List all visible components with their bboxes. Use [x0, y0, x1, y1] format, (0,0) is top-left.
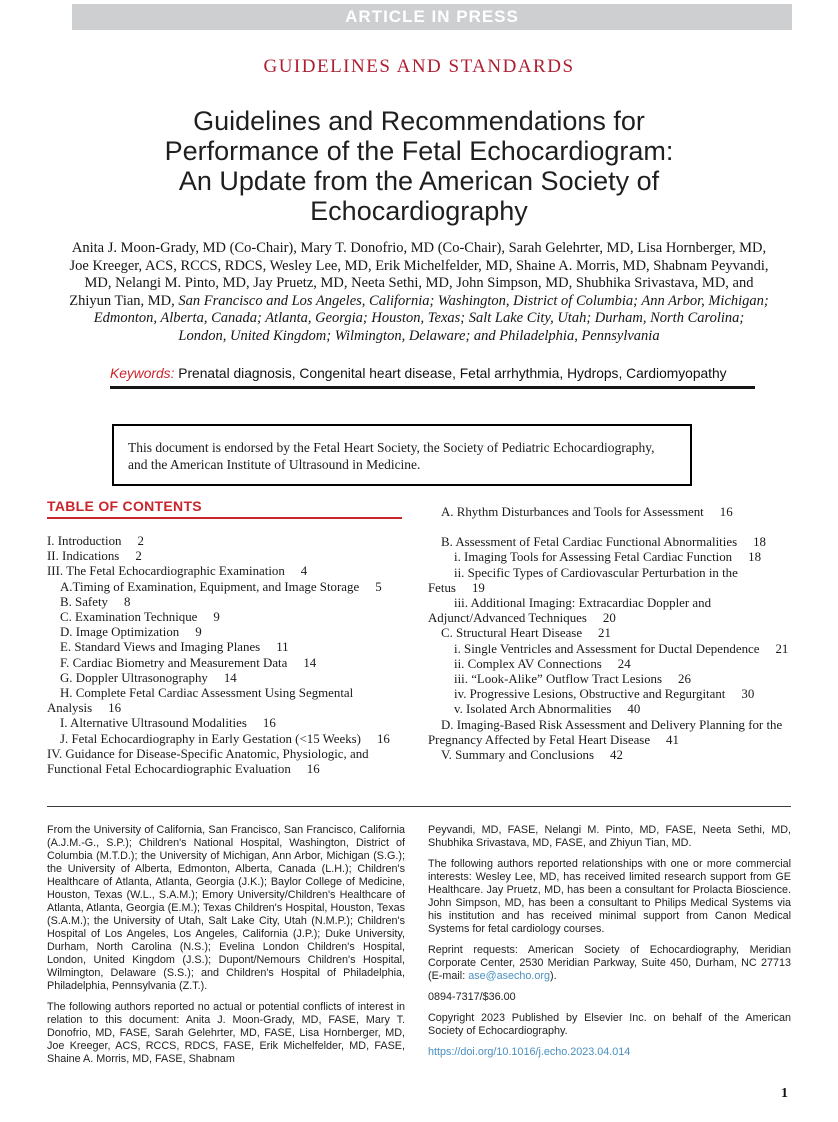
doi-paragraph	[428, 1046, 791, 1059]
toc-page-number: 24	[617, 656, 631, 671]
copyright-notice: Copyright 2023 Published by Elsevier Inc. on behalf of the American Society of Echocardiography.	[428, 1012, 791, 1037]
toc-heading: TABLE OF CONTENTS	[47, 498, 402, 519]
toc-page-number: 16	[306, 762, 320, 777]
toc-entry	[47, 732, 405, 747]
toc-entry	[428, 505, 791, 520]
toc-entry-title: A. Rhythm Disturbances and Tools for Assessment	[441, 505, 704, 519]
doi-link[interactable]: https://doi.org/10.1016/j.echo.2023.04.014	[428, 1046, 631, 1058]
toc-entry-title: I. Alternative Ultrasound Modalities	[60, 716, 247, 731]
toc-page-number: 2	[137, 534, 144, 548]
toc-entry-title: B. Safety	[60, 594, 108, 609]
toc-entry	[47, 716, 405, 731]
toc-page-number: 21	[775, 641, 789, 656]
title-line-3: An Update from the American Society of	[178, 166, 660, 196]
footnotes-left-column	[47, 824, 405, 1074]
keywords-text: Prenatal diagnosis, Congenital heart disease, Fetal arrhythmia, Hydrops, Cardiomyopathy	[174, 366, 727, 381]
toc-entry-title: I. Introduction	[47, 534, 122, 548]
toc-entry	[47, 640, 405, 655]
toc-entry	[47, 610, 405, 625]
toc-entry	[428, 702, 791, 717]
toc-entry-title: ii. Complex AV Connections	[454, 656, 602, 671]
reprint-requests-paragraph	[428, 944, 791, 983]
toc-entry-title: D. Image Optimization	[60, 625, 180, 640]
author-names: Anita J. Moon-Grady, MD (Co-Chair), Mary T. Donofrio, MD (Co-Chair), Sarah Gelehrter, MD, Lisa Hornberger, MD, Joe Kreeger, ACS, RCCS, RDCS, Wesley Lee, MD, Erik Michelfelder, MD, Shaine A. Morris, MD, Shabnam Peyvandi, MD, Nelangi M. Pinto, MD, Jay Pruetz, MD, Neeta Sethi, MD, John Simpson, MD, Shubhika Srivastava, MD, and Zhiyun Tian, MD,	[69, 240, 769, 309]
page-number: 1	[781, 1086, 788, 1101]
toc-entry	[428, 535, 791, 550]
toc-page-number: 19	[471, 580, 485, 595]
toc-entry	[428, 642, 791, 657]
toc-entry	[47, 671, 405, 686]
toc-entry	[428, 550, 791, 565]
endorsement-text: This document is endorsed by the Fetal Heart Society, the Society of Pediatric Echocardiography, and the American Institute of Ultrasound in Medicine.	[128, 440, 655, 472]
keywords-line	[110, 366, 755, 389]
footnotes-right-column	[428, 824, 791, 1067]
toc-entry	[47, 625, 405, 640]
toc-entry-title: C. Examination Technique	[60, 610, 198, 625]
toc-page-number: 42	[610, 748, 623, 763]
toc-entry-title: C. Structural Heart Disease	[441, 626, 583, 641]
toc-entry-title: F. Cardiac Biometry and Measurement Data	[60, 655, 288, 670]
toc-entry-title: J. Fetal Echocardiography in Early Gestation (<15 Weeks)	[60, 731, 361, 746]
reprint-text-after: ).	[550, 970, 557, 982]
toc-entry	[47, 549, 405, 564]
toc-page-number: 9	[195, 625, 202, 640]
toc-page-number: 9	[213, 610, 220, 625]
toc-entry-title: II. Indications	[47, 549, 120, 564]
toc-page-number: 20	[602, 611, 616, 626]
toc-entry-title: ii. Specific Types of Cardiovascular Perturbation in the Fetus	[428, 565, 738, 595]
reprint-text: Reprint requests: American Society of Echocardiography, Meridian Corporate Center, 2530 Meridian Parkway, Suite 450, Durham, NC 27713 (E-mail:	[428, 944, 791, 982]
issn-price: 0894-7317/$36.00	[428, 991, 516, 1003]
toc-page-number: 16	[108, 701, 122, 716]
toc-entry	[428, 566, 791, 596]
toc-entry-title: iii. Additional Imaging: Extracardiac Doppler and Adjunct/Advanced Techniques	[428, 596, 712, 626]
toc-page-number: 16	[719, 505, 733, 519]
keywords-label: Keywords:	[110, 366, 175, 381]
article-in-press-label: ARTICLE IN PRESS	[345, 7, 519, 26]
toc-page-number: 18	[753, 535, 766, 550]
toc-entry-title: A.Timing of Examination, Equipment, and Image Storage	[60, 579, 360, 594]
toc-entry	[47, 686, 405, 716]
title-line-4: Echocardiography	[310, 196, 528, 226]
toc-entry-title: G. Doppler Ultrasonography	[60, 670, 208, 685]
title-line-1: Guidelines and Recommendations for	[193, 106, 645, 136]
toc-entry	[428, 596, 791, 626]
toc-page-number: 41	[666, 732, 679, 747]
toc-entry	[47, 747, 405, 777]
toc-page-number: 5	[375, 579, 382, 594]
title-line-2: Performance of the Fetal Echocardiogram:	[164, 136, 674, 166]
article-title	[0, 106, 838, 226]
toc-entry	[47, 656, 405, 671]
toc-page-number: 16	[262, 716, 276, 731]
toc-entry	[47, 564, 405, 579]
author-locations: San Francisco and Los Angeles, California; Washington, District of Columbia; Ann Arbor, Michigan; Edmonton, Alberta, Canada; Atlanta, Georgia; Houston, Texas; Salt Lake City, Utah; Durham, North Carolina; London, United Kingdom; Wilmington, Delaware; and Philadelphia, Pennsylvania	[93, 292, 769, 344]
toc-entry	[47, 595, 405, 610]
toc-entry	[428, 626, 791, 641]
toc-entry-title: iii. “Look-Alike” Outflow Tract Lesions	[454, 672, 663, 687]
article-in-press-banner	[72, 4, 792, 30]
toc-entry	[428, 657, 791, 672]
toc-spacer	[428, 520, 791, 535]
author-list	[69, 240, 769, 345]
footnote-paragraph: From the University of California, San Francisco, San Francisco, California (A.J.M.-G., S.P.); Children's National Hospital, Washington, District of Columbia (M.T.D.); the University of Michigan, Ann Arbor, Michigan (S.G.); the University of Alberta, Edmonton, Alberta, Canada (L.H.); Children's Healthcare of Atlanta, Atlanta, Georgia (J.K.); Baylor College of Medicine, Houston, Texas (W.L., S.A.M.); Emory University/Children's Healthcare of Atlanta, Atlanta, Georgia (E.M.); Texas Children's Hospital, Houston, Texas (S.A.M.); the University of Utah, Salt Lake City, Utah (N.M.P.); Children's Hospital of Los Angeles, Los Angeles, California (J.P.); Duke University, Durham, North Carolina (N.S.); Evelina London Children's Hospital, London, United Kingdom (J.S.); Dupont/Nemours Children's Hospital, Wilmington, Delaware (S.S.); and Children's Hospital of Philadelphia, Philadelphia, Pennsylvania (Z.T.).	[47, 824, 405, 992]
toc-entry-title: III. The Fetal Echocardiographic Examination	[47, 564, 285, 579]
toc-entry-title: D. Imaging-Based Risk Assessment and Delivery Planning for the Pregnancy Affected by Fetal Heart Disease	[428, 717, 783, 747]
toc-entry-title: V. Summary and Conclusions	[441, 748, 595, 763]
toc-entry	[428, 748, 791, 763]
toc-entry	[428, 687, 791, 702]
toc-entry-title: H. Complete Fetal Cardiac Assessment Using Segmental Analysis	[47, 686, 354, 716]
toc-entry-title: i. Imaging Tools for Assessing Fetal Cardiac Function	[454, 550, 733, 565]
toc-entry-title: iv. Progressive Lesions, Obstructive and Regurgitant	[454, 687, 726, 702]
toc-page-number: 14	[303, 655, 317, 670]
toc-entry	[428, 718, 791, 748]
toc-left-column	[47, 498, 405, 777]
toc-entry-title: i. Single Ventricles and Assessment for Ductal Dependence	[454, 641, 760, 656]
footnote-paragraph: The following authors reported no actual or potential conflicts of interest in relation to this document: Anita J. Moon-Grady, MD, FASE, Mary T. Donofrio, MD, FASE, Sarah Gelehrter, MD, FASE, Lisa Hornberger, MD, Joe Kreeger, ACS, RCCS, RDCS, FASE, Erik Michelfelder, MD, FASE, Shaine A. Morris, MD, FASE, Shabnam	[47, 1001, 405, 1065]
toc-page-number: 26	[678, 672, 691, 687]
section-heading: GUIDELINES AND STANDARDS	[263, 56, 575, 77]
toc-page-number: 2	[135, 549, 142, 564]
table-of-contents	[47, 498, 791, 798]
toc-entry	[47, 534, 405, 549]
toc-entry-title: IV. Guidance for Disease-Specific Anatomic, Physiologic, and Functional Fetal Echocardiographic Evaluation	[47, 746, 369, 777]
toc-page-number: 18	[748, 550, 762, 565]
toc-page-number: 21	[598, 626, 611, 641]
toc-entry	[47, 580, 405, 595]
toc-left-list	[47, 534, 405, 777]
toc-entry-title: E. Standard Views and Imaging Planes	[60, 640, 261, 655]
email-link[interactable]: ase@asecho.org	[468, 970, 550, 982]
toc-entry-title: B. Assessment of Fetal Cardiac Functional Abnormalities	[441, 535, 738, 550]
toc-entry-title: v. Isolated Arch Abnormalities	[454, 702, 612, 717]
toc-page-number: 40	[627, 702, 641, 717]
footnote-paragraph: The following authors reported relationships with one or more commercial interests: Wesley Lee, MD, has received limited research support from GE Healthcare. Jay Pruetz, MD, has been a consultant for Prolacta Bioscience. John Simpson, MD, has been a consultant to Philips Medical Systems via his institution and has received minimal support from Canon Medical Systems for fetal cardiology courses.	[428, 858, 791, 935]
endorsement-box	[112, 424, 692, 486]
toc-page-number: 30	[741, 687, 755, 702]
toc-page-number: 4	[300, 564, 308, 579]
toc-page-number: 14	[223, 670, 237, 685]
footnote-section	[47, 806, 791, 1065]
toc-page-number: 8	[123, 594, 131, 609]
footnote-paragraph: Peyvandi, MD, FASE, Nelangi M. Pinto, MD, FASE, Neeta Sethi, MD, Shubhika Srivastava, MD, FASE, and Zhiyun Tian, MD.	[428, 824, 791, 849]
toc-right-column	[428, 505, 791, 763]
toc-page-number: 11	[276, 640, 289, 655]
toc-entry	[428, 672, 791, 687]
toc-page-number: 16	[376, 731, 390, 746]
